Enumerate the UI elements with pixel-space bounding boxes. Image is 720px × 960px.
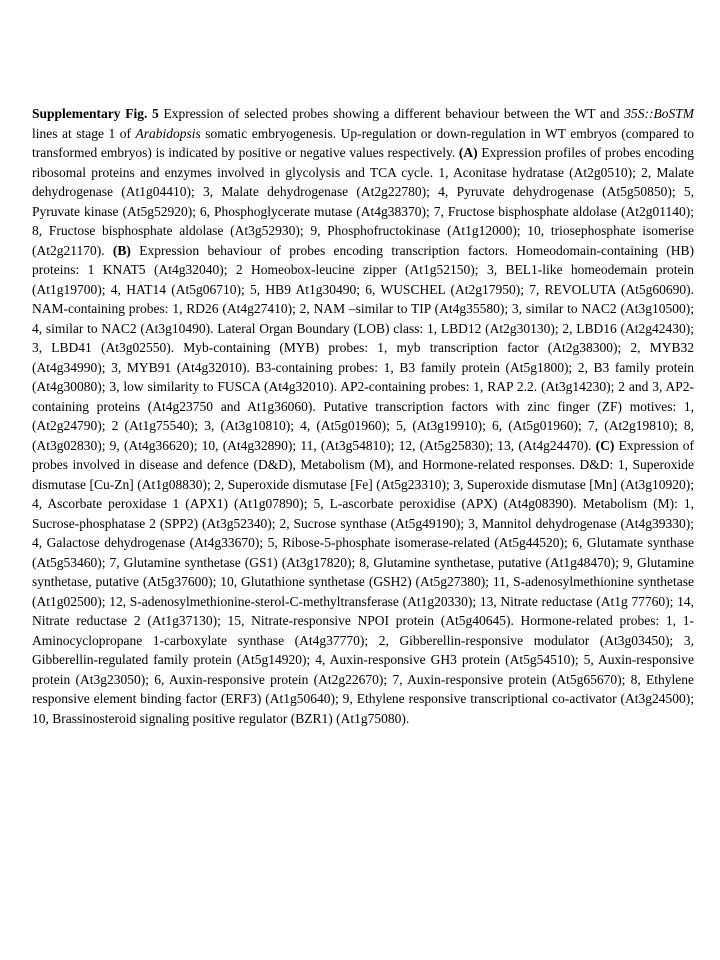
panel-a-text: Expression profiles of probes encoding ribosomal proteins and enzymes involved in glycolysis and TCA cycle. 1, Aconitase hydratase (At2g0510); 2, Malate dehydrogenase (At1g04410); 3, Malate dehydrogenase (At2g22780); 4, Pyruvate dehydrogenase (At5g50850); 5, Pyruvate kinase (At5g52920); 6, Phosphoglycerate mutase (At4g38370); 7, Fructose bisphosphate aldolase (At2g01140); 8, Fructose bisphosphate aldolase (At3g52930); 9, Phosphofructokinase (At1g12000); 10, triosephosphate isomerise (At2g21170). xyxy=(32,145,694,258)
panel-c-label: (C) xyxy=(595,437,615,453)
caption-organism: Arabidopsis xyxy=(135,125,201,141)
caption-intro-2: lines at stage 1 of xyxy=(32,125,136,141)
caption-intro-1: Expression of selected probes showing a different behaviour between the WT and xyxy=(158,106,625,121)
panel-a-label: (A) xyxy=(458,145,478,160)
panel-c-text: Expression of probes involved in disease and defence (D&D), Metabolism (M), and Hormone-related responses. D&D: 1, Superoxide dismutase [Cu-Zn] (At1g08830); 2, Superoxide dismutase [Fe] (At5g23310); 3, Superoxide dismutase [Mn] (At3g10920); 4, Ascorbate peroxidase 1 (APX1) (At1g07890); 5, L-ascorbate peroxidise (APX) (At4g08390). Metabolism (M): 1, Sucrose-phosphatase 2 (SPP2) (At3g52340); 2, Sucrose synthase (At5g49190); 3, Mannitol dehydrogenase (At4g39330); 4, Galactose dehydrogenase (At4g33670); 5, Ribose-5-phosphate isomerase-related (At5g44520); 6, Glutamate synthase (At5g53460); 7, Glutamine synthetase (GS1) (At3g17820); 8, Glutamine synthetase, putative (At1g48470); 9, Glutamine synthetase, putative (At5g37600); 10, Glutathione synthetase (GSH2) (At5g27380); 11, S-adenosylmethionine synthetase (At1g02500); 12, S-adenosylmethionine-sterol-C-methyltransferase (At1g20330); 13, Nitrate reductase (At1g 77760); 14, Nitrate reductase 2 (At1g37130); 15, Nitrate-responsive NPOI protein (At5g40645). Hormone-related probes: 1, 1-Aminocyclopropane 1-carboxylate synthase (At4g37770); 2, Gibberellin-responsive modulator (At3g03450); 3, Gibberellin-regulated family protein (At5g14920); 4, Auxin-responsive GH3 protein (At5g54510); 5, Auxin-responsive protein (At3g23050); 6, Auxin-responsive protein (At2g22670); 7, Auxin-responsive protein (At5g65670); 8, Ethylene responsive element binding factor (ERF3) (At1g50640); 9, Ethylene responsive transcriptional co-activator (At3g24500); 10, Brassinosteroid signaling positive regulator (BZR1) (At1g75080). xyxy=(32,437,694,726)
figure-caption xyxy=(32,104,694,728)
panel-b-label: (B) xyxy=(112,242,131,258)
panel-b-text: Expression behaviour of probes encoding transcription factors. Homeodomain-containing (HB) proteins: 1 KNAT5 (At4g32040); 2 Homeobox-leucine zipper (At1g52150); 3, BEL1-like homeodemain protein (At1g19700); 4, HAT14 (At5g06710); 5, HB9 At1g30490; 6, WUSCHEL (At2g17950); 7, REVOLUTA (At5g60690). NAM-containing probes: 1, RD26 (At4g27410); 2, NAM –similar to TIP (At4g35580); 3, similar to NAC2 (At3g10500); 4, similar to NAC2 (At3g10490). Lateral Organ Boundary (LOB) class: 1, LBD12 (At2g30130); 2, LBD16 (At2g42430); 3, LBD41 (At3g02550). Myb-containing (MYB) probes: 1, myb transcription factor (At2g38300); 2, MYB32 (At4g34990); 3, MYB91 (At4g32010). B3-containing probes: 1, B3 family protein (At5g1800); 2, B3 family protein (At4g30080); 3, low similarity to FUSCA (At4g32010). AP2-containing probes: 1, RAP 2.2. (At3g14230); 2 and 3, AP2-containing proteins (At4g23750 and At1g36060). Putative transcription factors with zinc finger (ZF) motives: 1, (At2g24790); 2 (At1g75540); 3, (At3g10810); 4, (At5g01960); 5, (At3g19910); 6, (At5g01960); 7, (At2g19810); 8, (At3g02830); 9, (At4g36620); 10, (At4g32890); 11, (At3g54810); 12, (At5g25830); 13, (At4g24470). xyxy=(32,242,694,453)
caption-line-name: 35S::BoSTM xyxy=(624,106,694,121)
caption-intro-3: somatic embryogenesis. Up-regulation or down-regulation in WT embryos (compared to transformed embryos) is indicated by positive or negative values respectively. xyxy=(32,125,694,160)
figure-label: Supplementary Fig. 5 xyxy=(32,106,159,121)
document-page xyxy=(32,104,694,728)
